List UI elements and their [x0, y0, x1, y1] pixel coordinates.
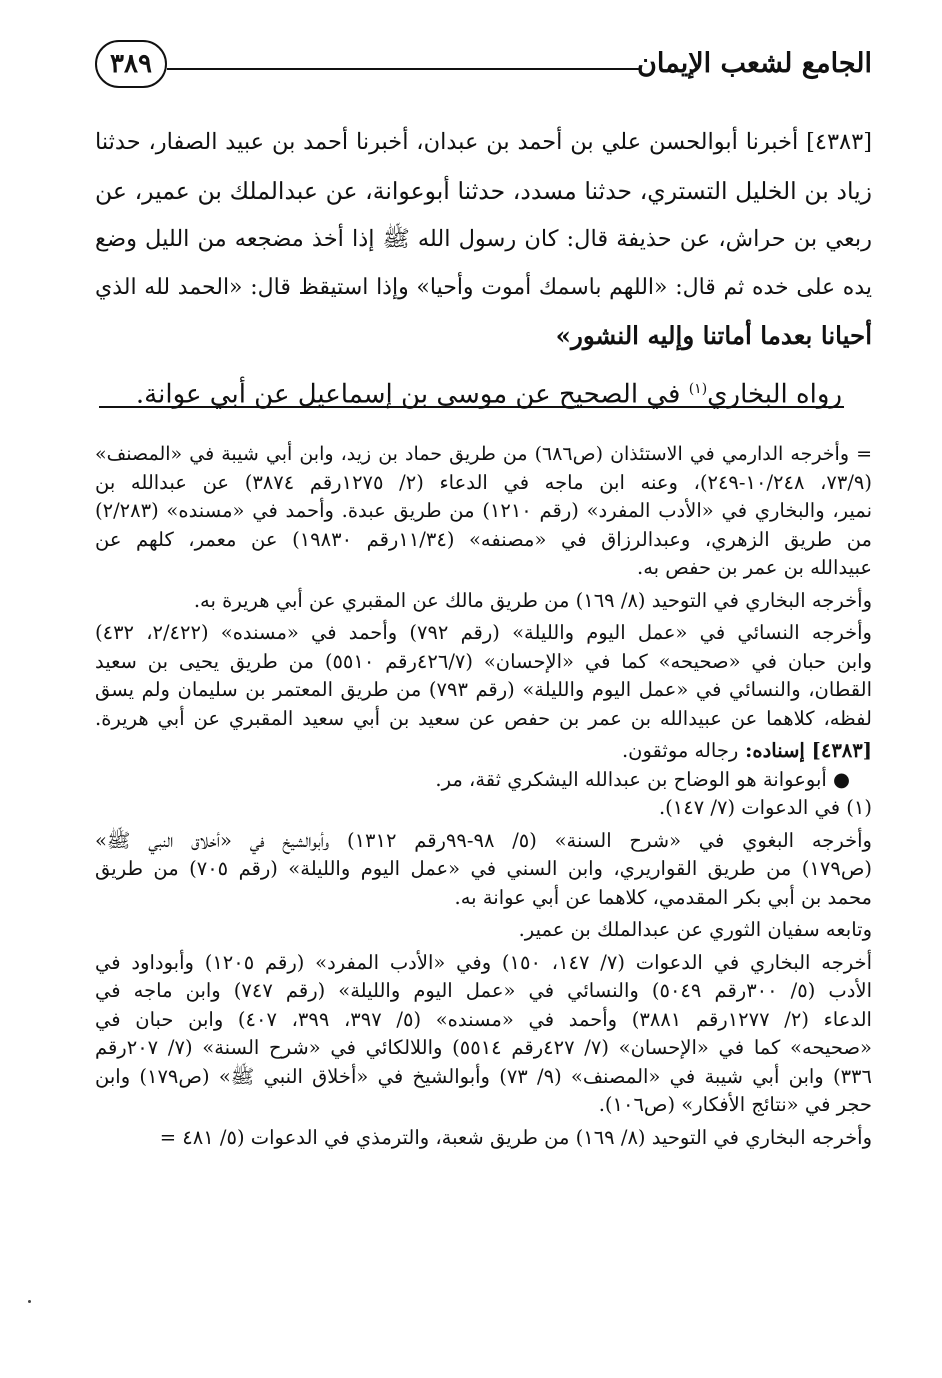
footnote-line: نمير، والبخاري في «الأدب المفرد» (رقم ١٢١٠) من طريق عبدة. وأحمد في «مسنده» (٢/٢٨٣): [95, 499, 872, 522]
footnote-line: وابن حبان في «صحيحه» كما في «الإحسان» (٤٢٦/٧رقم ٥٥١٠) من طريق يحيى بن سعيد: [95, 649, 872, 673]
footnote-line: وأخرجه البغوي في «شرح السنة» (٥/ ٩٨-٩٩رقم ١٣١٢) وأبوالشيخ في «أخلاق النبي ﷺ»: [95, 828, 872, 852]
footnote-line: أخرجه البخاري في الدعوات (٧/ ١٤٧، ١٥٠) وفي «الأدب المفرد» (رقم ١٢٠٥) وأبوداود في: [95, 950, 872, 974]
footnote-line: وأخرجه البخاري في التوحيد (٨/ ١٦٩) من طريق مالك عن المقبري عن أبي هريرة به.: [193, 588, 872, 612]
footnote-line: عبيدالله بن عمر بن حفص به.: [637, 556, 872, 579]
hadith-line: زياد بن الخليل التستري، حدثنا مسدد، حدثنا أبوعوانة، عن عبدالملك بن عمير، عن: [95, 176, 872, 205]
footnote-line: القطان، والنسائي في «عمل اليوم والليلة» (رقم ٧٩٣) من طريق المعتمر بن سليمان ولم يسق: [95, 678, 872, 701]
footnote-line: [95, 737, 872, 766]
footnote-line: لفظه، كلاهما عن عبيدالله بن عمر بن حفص عن سعيد بن أبي سعيد المقبري عن أبي هريرة.: [95, 706, 872, 730]
footnote-line: الدعاء (٢/ ١٢٧٧رقم ٣٨٨١) وأحمد في «مسنده» (٥/ ٣٩٧، ٣٩٩، ٤٠٧) وابن حبان في: [95, 1007, 872, 1031]
hadith-line: [95, 118, 872, 167]
footnote-paragraph: [95, 1124, 872, 1153]
footnote-paragraph: [95, 587, 872, 616]
footnote-line: الأدب (٥/ ٣٠٠رقم ٥٠٤٩) والنسائي في «عمل اليوم والليلة» (رقم ٧٤٧) وابن ماجه في: [95, 979, 873, 1002]
footnote-paragraph: [95, 949, 872, 1120]
footnote-divider: [99, 406, 844, 408]
footnote-line: = وأخرجه الدارمي في الاستئذان (ص٦٨٦) من طريق حماد بن زيد، وابن أبي شيبة في «المصنف»: [95, 443, 872, 465]
footnote-line: حجر في «نتائج الأفكار» (ص١٠٦).: [598, 1093, 872, 1116]
footnote-paragraph: [95, 916, 872, 945]
page-header: [95, 40, 872, 94]
page-number: ٣٨٩: [95, 40, 167, 88]
hadith-text: [95, 118, 872, 419]
footnote-paragraph: [95, 440, 872, 583]
footnote-line: ● أبوعوانة هو الوضاح بن عبدالله اليشكري ثقة، مر.: [435, 767, 850, 791]
scan-speck: [28, 1300, 31, 1303]
footnote-line: (١) في الدعوات (٧/ ١٤٧).: [658, 796, 872, 819]
riwaya-line: [95, 364, 842, 420]
isnad-text: رجاله موثقون.: [621, 739, 739, 762]
isnad-paragraph: [95, 737, 872, 823]
hadith-line: يده على خده ثم قال: «اللهم باسمك أموت وأحيا» وإذا استيقظ قال: «الحمد لله الذي: [95, 274, 872, 300]
header-rule: [167, 68, 640, 70]
hadith-line: أحيانا بعدما أماتنا وإليه النشور»: [555, 321, 872, 350]
footnote-line: محمد بن أبي بكر المقدمي، كلاهما عن أبي عوانة به.: [454, 885, 872, 909]
footnote-line: وأخرجه النسائي في «عمل اليوم والليلة» (رقم ٧٩٢) وأحمد في «مسنده» (٢/٤٢٢، ٤٣٢): [95, 621, 872, 644]
footnote-line: وأخرجه البخاري في التوحيد (٨/ ١٦٩) من طريق شعبة، والترمذي في الدعوات (٥/ ٤٨١ =: [159, 1125, 872, 1149]
riwaya-text: رواه البخاري: [707, 379, 842, 410]
footnote-line: وتابعه سفيان الثوري عن عبدالملك بن عمير.: [518, 918, 872, 941]
footnote-line: ٣٣٦) وابن أبي شيبة في «المصنف» (٩/ ٧٣) وأبوالشيخ في «أخلاق النبي ﷺ» (ص١٧٩) وابن: [95, 1064, 872, 1088]
footnote-paragraph: [95, 827, 872, 913]
footnote-paragraph: [95, 619, 872, 733]
footnote-line: (٧٣/٩، ١٠/٢٤٨-٢٤٩)، وعنه ابن ماجه في الدعاء (٢/ ١٢٧٥رقم ٣٨٧٤) عن عبدالله بن: [95, 470, 872, 494]
footnotes: [95, 440, 872, 1152]
footnote-marker: (١): [688, 380, 708, 397]
footnote-line: (ص١٧٩) من طريق القواريري، وابن السني في «عمل اليوم والليلة» (رقم ٧٠٥) من طريق: [95, 857, 872, 880]
hadith-number: [٤٣٨٣] أخبرنا أبوالحسن علي بن أحمد بن عبدان، أخبرنا أحمد بن عبيد الصفار، حدثنا: [95, 129, 872, 155]
isnad-label: [٤٣٨٣] إسناده:: [738, 739, 872, 762]
footnote-line: «صحيحه» كما في «الإحسان» (٧/ ٤٢٧رقم ٥٥١٤) واللالكائي في «شرح السنة» (٧/ ٢٠٧رقم: [95, 1036, 872, 1059]
riwaya-text: في الصحيح عن موسى بن إسماعيل عن أبي عوانة.: [135, 379, 689, 410]
book-title: الجامع لشعب الإيمان: [637, 48, 872, 79]
hadith-line: ربعي بن حراش، عن حذيفة قال: كان رسول الله ﷺ إذا أخذ مضجعه من الليل وضع: [95, 226, 872, 252]
footnote-line: من طريق الزهري، وعبدالرزاق في «مصنفه» (١١/٣٤رقم ١٩٨٣٠) عن معمر، كلهم عن: [95, 527, 872, 551]
